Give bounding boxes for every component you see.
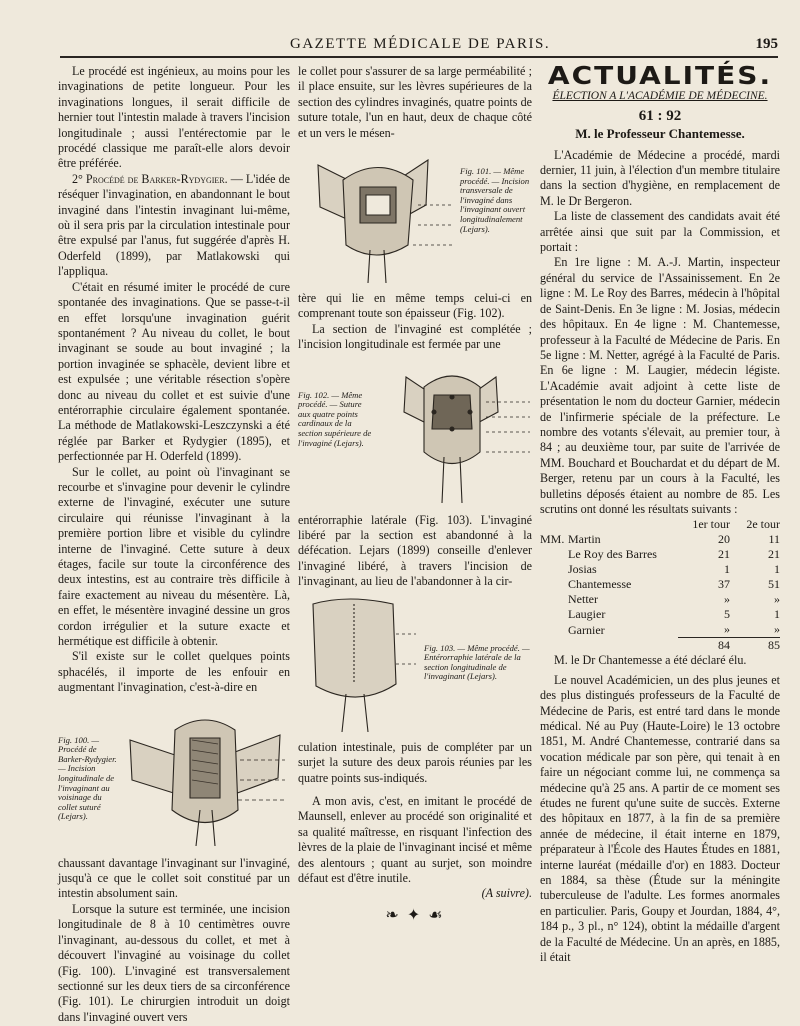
figure-caption: Fig. 102. — Même procédé. — Suture aux quatre points cardinaux de la section supérieure de l'invaginé (Lejars). [298, 389, 372, 448]
paragraph: culation intestinale, puis de compléter par un surjet la suture des deux parois réunies par les quatre points sus-indiqués. [298, 739, 532, 785]
continuation-note: (A suivre). [481, 886, 532, 901]
article-subheading: M. le Professeur Chantemesse. [575, 126, 745, 142]
table-row: Garnier » » [568, 622, 780, 637]
paragraph: tère qui lie en même temps celui-ci en comprenant toute son épaisseur (Fig. 102). [298, 291, 532, 321]
figure-caption: Fig. 101. — Même procédé. — Incision transversale de l'invaginé dans l'invaginant ouvert longitudinalement (Lejars). [460, 166, 530, 234]
figure-101 [298, 145, 532, 285]
running-head [60, 34, 778, 58]
paragraph: le collet pour s'assurer de sa large perméabilité ; il place ensuite, sur les lèvres supérieures de la section des cylindres invaginés, quatre points de suture totale, l'un en haut, deux de chaque côté et un vers le mésen- [298, 64, 532, 140]
column-middle [298, 64, 532, 923]
table-header-row [540, 517, 780, 532]
vote-count: 61 : 92 [638, 107, 682, 124]
intestine-illustration [376, 357, 532, 505]
table-row: Laugier 5 1 [568, 607, 780, 622]
figure-100 [58, 700, 290, 850]
paragraph: En 1re ligne : M. A.-J. Martin, inspecteur général du service de l'Assainissement. En 2e ligne : M. Le Roy des Barres, médecin à l'hôpital de Saint-Denis. En 3e ligne : M. Josias, médecin des hôpitaux. En 4e ligne : M. Chantemesse, professeur à la Faculté de Médecine de Paris. En 5e ligne : M. Netter, agrégé à la Faculté de Paris. En 6e ligne : M. Laugier, médecin légiste. L'Académie avait adjoint à cette liste de présentation le nom du docteur Garnier, médecin de l'infirmerie spéciale de la préfecture. Le nombre des votants s'élevait, au premier tour, à 84 ; au deuxième tour, par suite de l'arrivée de MM. Bouchard et Bouchardat et du départ de M. Berger, retenu par un cours à la Faculté, les bulletins déposés étaient au nombre de 85. Les scrutins ont donné les résultats suivants : [540, 255, 780, 516]
intestine-illustration [298, 594, 418, 734]
paragraph: La section de l'invaginé est complétée ; l'incision longitudinale est fermée par une [298, 321, 532, 352]
paragraph: entérorraphie latérale (Fig. 103). L'invaginé libéré par la section est abandonné à la défécation. Lejars (1899) conseille d'enlever l'invaginé libéré, à travers l'incision de l'invaginant, au lieu de l'abandonner à la cir- [298, 512, 532, 589]
paragraph: C'était en résumé imiter le procédé de cure spontanée des invaginations. Que se passe-t-il en effet lorsqu'une invagination guérit spontanément ? Au niveau du collet, le bout invaginant se soude au bout invaginé ; la portion invaginée se sphacèle, devient libre et est expulsée ; une véritable résection s'opère donc au niveau du collet et est suivie d'une entérorraphie circulaire également spontanée. La méthode de Matlakowski-Leszczynski a été réglée par Barker et Rydygier (1895), et perfectionnée par H. Oderfeld (1899). [58, 279, 290, 464]
table-row: Le Roy des Barres 21 21 [568, 547, 780, 562]
paragraph: Le nouvel Académicien, un des plus jeunes et des plus distingués professeurs de la Faculté de Médecine de Paris, est entré tard dans le monde médical. Né au Puy (Haute-Loire) le 13 octobre 1851, M. André Chantemesse, contrarié dans sa vocation médicale par son père, qui tenait à en faire un négociant comme lui, ne commença sa médecine qu'à 25 ans. A partir de ce moment ses études ne furent qu'une suite de succès. Externe des hôpitaux en 1877, à la fin de sa première année de médecine, il était interne en 1879, préparateur à l'École des Hautes Études en 1881, interne lauréat (médaille d'or) en 1883. Docteur en 1884, sa thèse (Étude sur la méningite tuberculeuse de l'adulte. Les formes anormales en particulier. Paris, Goupy et Jourdan, 1884, 4°, 184 p., 3 pl., n° 124), obtint la médaille d'argent de la Faculté de Médecine. Un an après, en 1885, il était [540, 672, 780, 965]
column-left [58, 64, 290, 1025]
intestine-illustration [298, 145, 458, 285]
figure-103 [298, 594, 532, 734]
figure-caption: Fig. 103. — Même procédé. — Entérorraphie latérale de la section longitudinale de l'invaginant (Lejars). [424, 642, 530, 682]
paragraph: S'il existe sur le collet quelques points sphacélés, il importe de les enfouir en augmentant l'invagination, c'est-à-dire en [58, 649, 290, 695]
procedure-heading: 2° Procédé de Barker-Rydygier. [72, 171, 228, 186]
table-row: Chantemesse 37 51 [568, 577, 780, 592]
column-right [540, 60, 780, 966]
column-header: 2e tour [746, 517, 780, 532]
paragraph: Le procédé est ingénieux, au moins pour les invaginations de petite longueur. Pour les invaginations longues, il serait difficile de hernier tout l'intestin malade à travers l'incision longitudinale ; aussi l'entérectomie par le procédé classique me paraît-elle alors devoir être préférée. [58, 64, 290, 171]
paragraph: M. le Dr Chantemesse a été déclaré élu. [554, 653, 747, 668]
journal-title: GAZETTE MÉDICALE DE PARIS. [290, 36, 551, 52]
paragraph: L'Académie de Médecine a procédé, mardi dernier, 11 juin, à l'élection d'un membre titulaire dans la section d'hygiène, en remplacement de M. le Dr Bergeron. [540, 147, 780, 208]
table-row: Josias 1 1 [568, 562, 780, 577]
table-row: MM. Martin 20 11 [540, 532, 780, 547]
table-row: Netter » » [568, 592, 780, 607]
section-title: ACTUALITÉS. [547, 60, 773, 91]
paragraph: Sur le collet, au point où l'invaginant se recourbe et s'invagine pour devenir le cylindre externe de l'invaginé, exécuter une suture circulaire qui réunisse l'invaginant à la première portion libre et visible du cylindre interne de l'invaginé. Cette suture à deux étages, facile sur toute la circonférence des deux intestins, est au contraire très difficile à faire exactement au niveau du mésentère. Là, en effet, le mésentère invaginé dessine un gros cordon irrégulier et la suture exacte et hermétique est difficile à obtenir. [58, 464, 290, 649]
paragraph: La liste de classement des candidats avait été arrêtée ainsi que suit par la Commission, et portait : [540, 209, 780, 255]
ornament-icon: ❧ ✦ ☙ [385, 906, 445, 924]
figure-102 [298, 357, 532, 507]
page-number: 195 [755, 36, 778, 52]
table-total-row: 84 85 [540, 638, 780, 654]
paragraph: 2° Procédé de Barker-Rydygier. — L'idée de réséquer l'invagination, en abandonnant le bout invaginé dans l'intestin invaginant lui-même, où il sera pris par la circulation intestinale pour être expulsé par l'anus, fut suggérée d'après H. Oderfeld (1899), par Matlakowski qui l'appliqua. [58, 171, 290, 279]
column-header: 1er tour [692, 517, 730, 532]
article-heading: ÉLECTION A L'ACADÉMIE DE MÉDECINE. [552, 90, 768, 103]
results-table [540, 517, 780, 653]
paragraph: A mon avis, c'est, en imitant le procédé de Maunsell, enlever au procédé son originalité et sa qualité maîtresse, en risquant l'infection des lèvres de la plaie de l'invaginant incisé et même des alentours ; quant au surjet, son moindre défaut est d'être inutile. [298, 793, 532, 885]
figure-caption: Fig. 100. — Procédé de Barker-Rydygier. — Incision longitudinale de l'invaginant au voisinage du collet suturé (Lejars). [58, 734, 117, 822]
paragraph: chaussant davantage l'invaginant sur l'invaginé, jusqu'à ce que le collet soit constitué par un intestin absolument sain. [58, 855, 290, 901]
intestine-illustration [120, 700, 290, 848]
paragraph: Lorsque la suture est terminée, une incision longitudinale de 8 à 10 centimètres ouvre l'invaginant, au-dessous du collet, et met à découvert l'invaginé au voisinage du collet (Fig. 100). L'invaginé est transversalement sectionné sur les deux tiers de sa circonférence (Fig. 101). Le chirurgien introduit un doigt dans l'invaginé ouvert vers [58, 901, 290, 1024]
